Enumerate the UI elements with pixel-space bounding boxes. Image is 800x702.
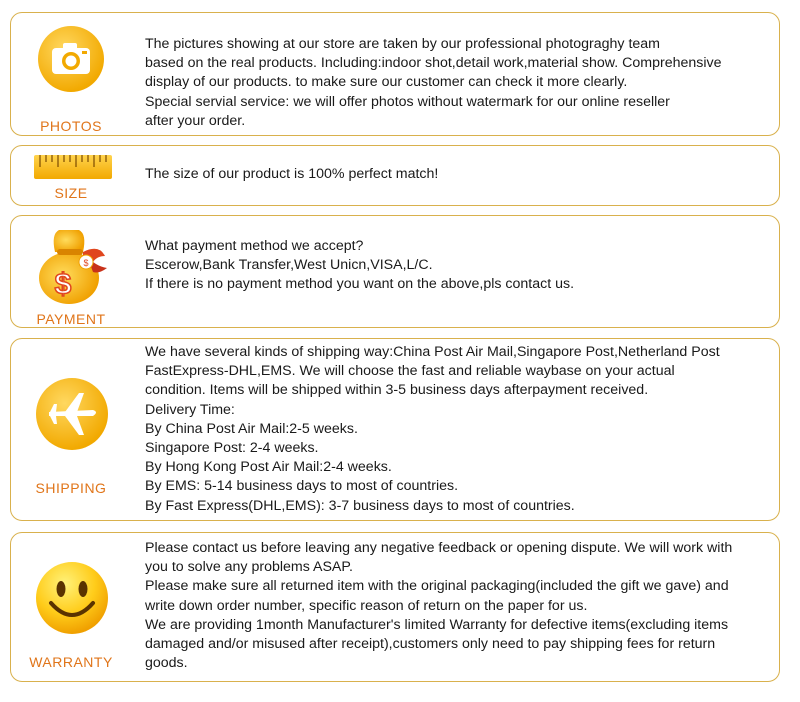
text-line: Please contact us before leaving any negative feedback or opening dispute. We will work with: [145, 540, 733, 556]
text-line: write down order number, specific reason of return on the paper for us.: [145, 597, 588, 614]
warranty-card: [10, 532, 780, 682]
text-line: based on the real products. Including:indoor shot,detail work,material show. Comprehensive: [145, 55, 722, 72]
text-line: Special servial service: we will offer photos without watermark for our online reseller: [145, 93, 670, 110]
section-label: SHIPPING: [35, 480, 107, 496]
smiley-icon: [35, 561, 109, 635]
section-text: [145, 165, 767, 184]
section-text: [145, 539, 767, 673]
money-bag-icon: [33, 222, 113, 306]
section-label: PHOTOS: [40, 118, 102, 134]
section-label: PAYMENT: [36, 311, 106, 327]
camera-icon: [37, 25, 105, 93]
section-text: [145, 343, 767, 516]
text-line: We are providing 1month Manufacturer's limited Warranty for defective items(excluding items: [145, 616, 729, 633]
text-line: By Hong Kong Post Air Mail:2-4 weeks.: [145, 459, 392, 476]
text-line: Delivery Time:: [145, 401, 235, 418]
text-line: We have several kinds of shipping way:China Post Air Mail,Singapore Post,Netherland Post: [145, 344, 720, 360]
shipping-card: [10, 338, 780, 521]
text-line: FastExpress-DHL,EMS. We will choose the fast and reliable waybase on your actual: [145, 363, 675, 380]
text-line: display of our products. to make sure our customer can check it more clearly.: [145, 74, 628, 91]
text-line: What payment method we accept?: [145, 238, 364, 254]
payment-card: [10, 215, 780, 328]
svg-text:$: $: [54, 268, 72, 301]
section-text: [145, 237, 767, 295]
airplane-icon: [35, 377, 109, 451]
text-line: If there is no payment method you want on the above,pls contact us.: [145, 276, 575, 293]
text-line: By China Post Air Mail:2-5 weeks.: [145, 420, 358, 437]
text-line: damaged and/or misused after receipt),customers only need to pay shipping fees for return: [145, 636, 716, 653]
text-line: The size of our product is 100% perfect match!: [145, 166, 439, 182]
text-line: Singapore Post: 2-4 weeks.: [145, 440, 319, 457]
text-line: after your order.: [145, 112, 246, 129]
text-line: goods.: [145, 655, 188, 672]
text-line: The pictures showing at our store are taken by our professional photograghy team: [145, 36, 660, 52]
svg-text:$: $: [83, 258, 89, 268]
text-line: By Fast Express(DHL,EMS): 3-7 business days to most of countries.: [145, 497, 575, 514]
size-card: [10, 145, 780, 206]
section-label: WARRANTY: [29, 654, 113, 670]
section-label: SIZE: [54, 185, 88, 201]
ruler-icon: [33, 154, 113, 180]
text-line: you to solve any problems ASAP.: [145, 559, 353, 576]
text-line: Escerow,Bank Transfer,West Unicn,VISA,L/C.: [145, 257, 433, 274]
section-text: [145, 35, 767, 131]
text-line: By EMS: 5-14 business days to most of countries.: [145, 478, 459, 495]
text-line: Please make sure all returned item with the original packaging(included the gift we gave) and: [145, 578, 729, 595]
text-line: condition. Items will be shipped within 3-5 business days afterpayment received.: [145, 382, 649, 399]
photos-card: [10, 12, 780, 136]
